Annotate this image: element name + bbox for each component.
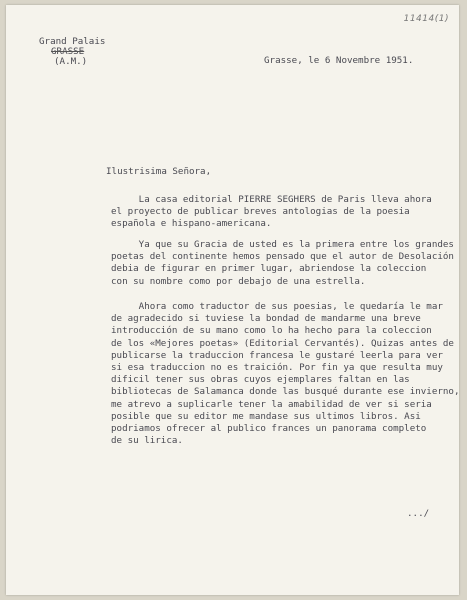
paragraph-line: dificil tener sus obras cuyos ejemplares faltan en las <box>111 374 410 386</box>
sender-address <box>39 37 105 67</box>
continuation-mark: .../ <box>407 508 430 519</box>
paragraph-3 <box>111 301 459 447</box>
paragraph-line: Ahora como traductor de sus poesias, le quedaría le mar <box>111 301 443 312</box>
dateline: Grasse, le 6 Novembre 1951. <box>264 55 414 66</box>
paragraph-line: me atrevo a suplicarle tener la amabilidad de ver si seria <box>111 398 432 410</box>
letter-page <box>6 5 459 595</box>
sender-line-1: Grand Palais <box>39 36 106 47</box>
paragraph-line: poetas del continente hemos pensado que el autor de Desolación <box>111 251 454 263</box>
paragraph-line: La casa editorial PIERRE SEGHERS de Paris lleva ahora <box>111 194 432 205</box>
paragraph-line: de agradecido si tuviese la bondad de mandarme una breve <box>111 313 421 325</box>
paragraph-line: con su nombre como por debajo de una estrella. <box>111 275 366 287</box>
paragraph-line: bibliotecas de Salamanca donde las busqué durante ese invierno, <box>111 386 460 398</box>
archive-number: 11414(1) <box>403 14 449 24</box>
paragraph-line: publicarse la traduccion francesa le gustaré leerla para ver <box>111 349 443 361</box>
paragraph-2 <box>111 239 454 288</box>
sender-line-3: (A.M.) <box>54 56 88 67</box>
salutation: Ilustrisima Señora, <box>106 166 212 177</box>
paragraph-line: posible que su editor me mandase sus ultimos libros. Asi <box>111 410 421 422</box>
paragraph-line: podriamos ofrecer al publico frances un panorama completo <box>111 423 427 435</box>
paragraph-line: el proyecto de publicar breves antologias de la poesia <box>111 206 410 218</box>
paragraph-line: debia de figurar en primer lugar, abriendose la coleccion <box>111 263 427 275</box>
paragraph-1 <box>111 194 432 231</box>
paragraph-line: si esa traduccion no es traición. Por fin ya que resulta muy <box>111 362 443 374</box>
paragraph-line: de los «Mejores poetas» (Editorial Cervantés). Quizas antes de <box>111 337 454 349</box>
paragraph-line: española e hispano-americana. <box>111 218 272 230</box>
sender-line-2: GRASSE <box>51 46 85 57</box>
paragraph-line: Ya que su Gracia de usted es la primera entre los grandes <box>111 239 454 250</box>
paragraph-line: de su lirica. <box>111 435 183 447</box>
paragraph-line: introducción de su mano como lo ha hecho para la coleccion <box>111 325 432 337</box>
